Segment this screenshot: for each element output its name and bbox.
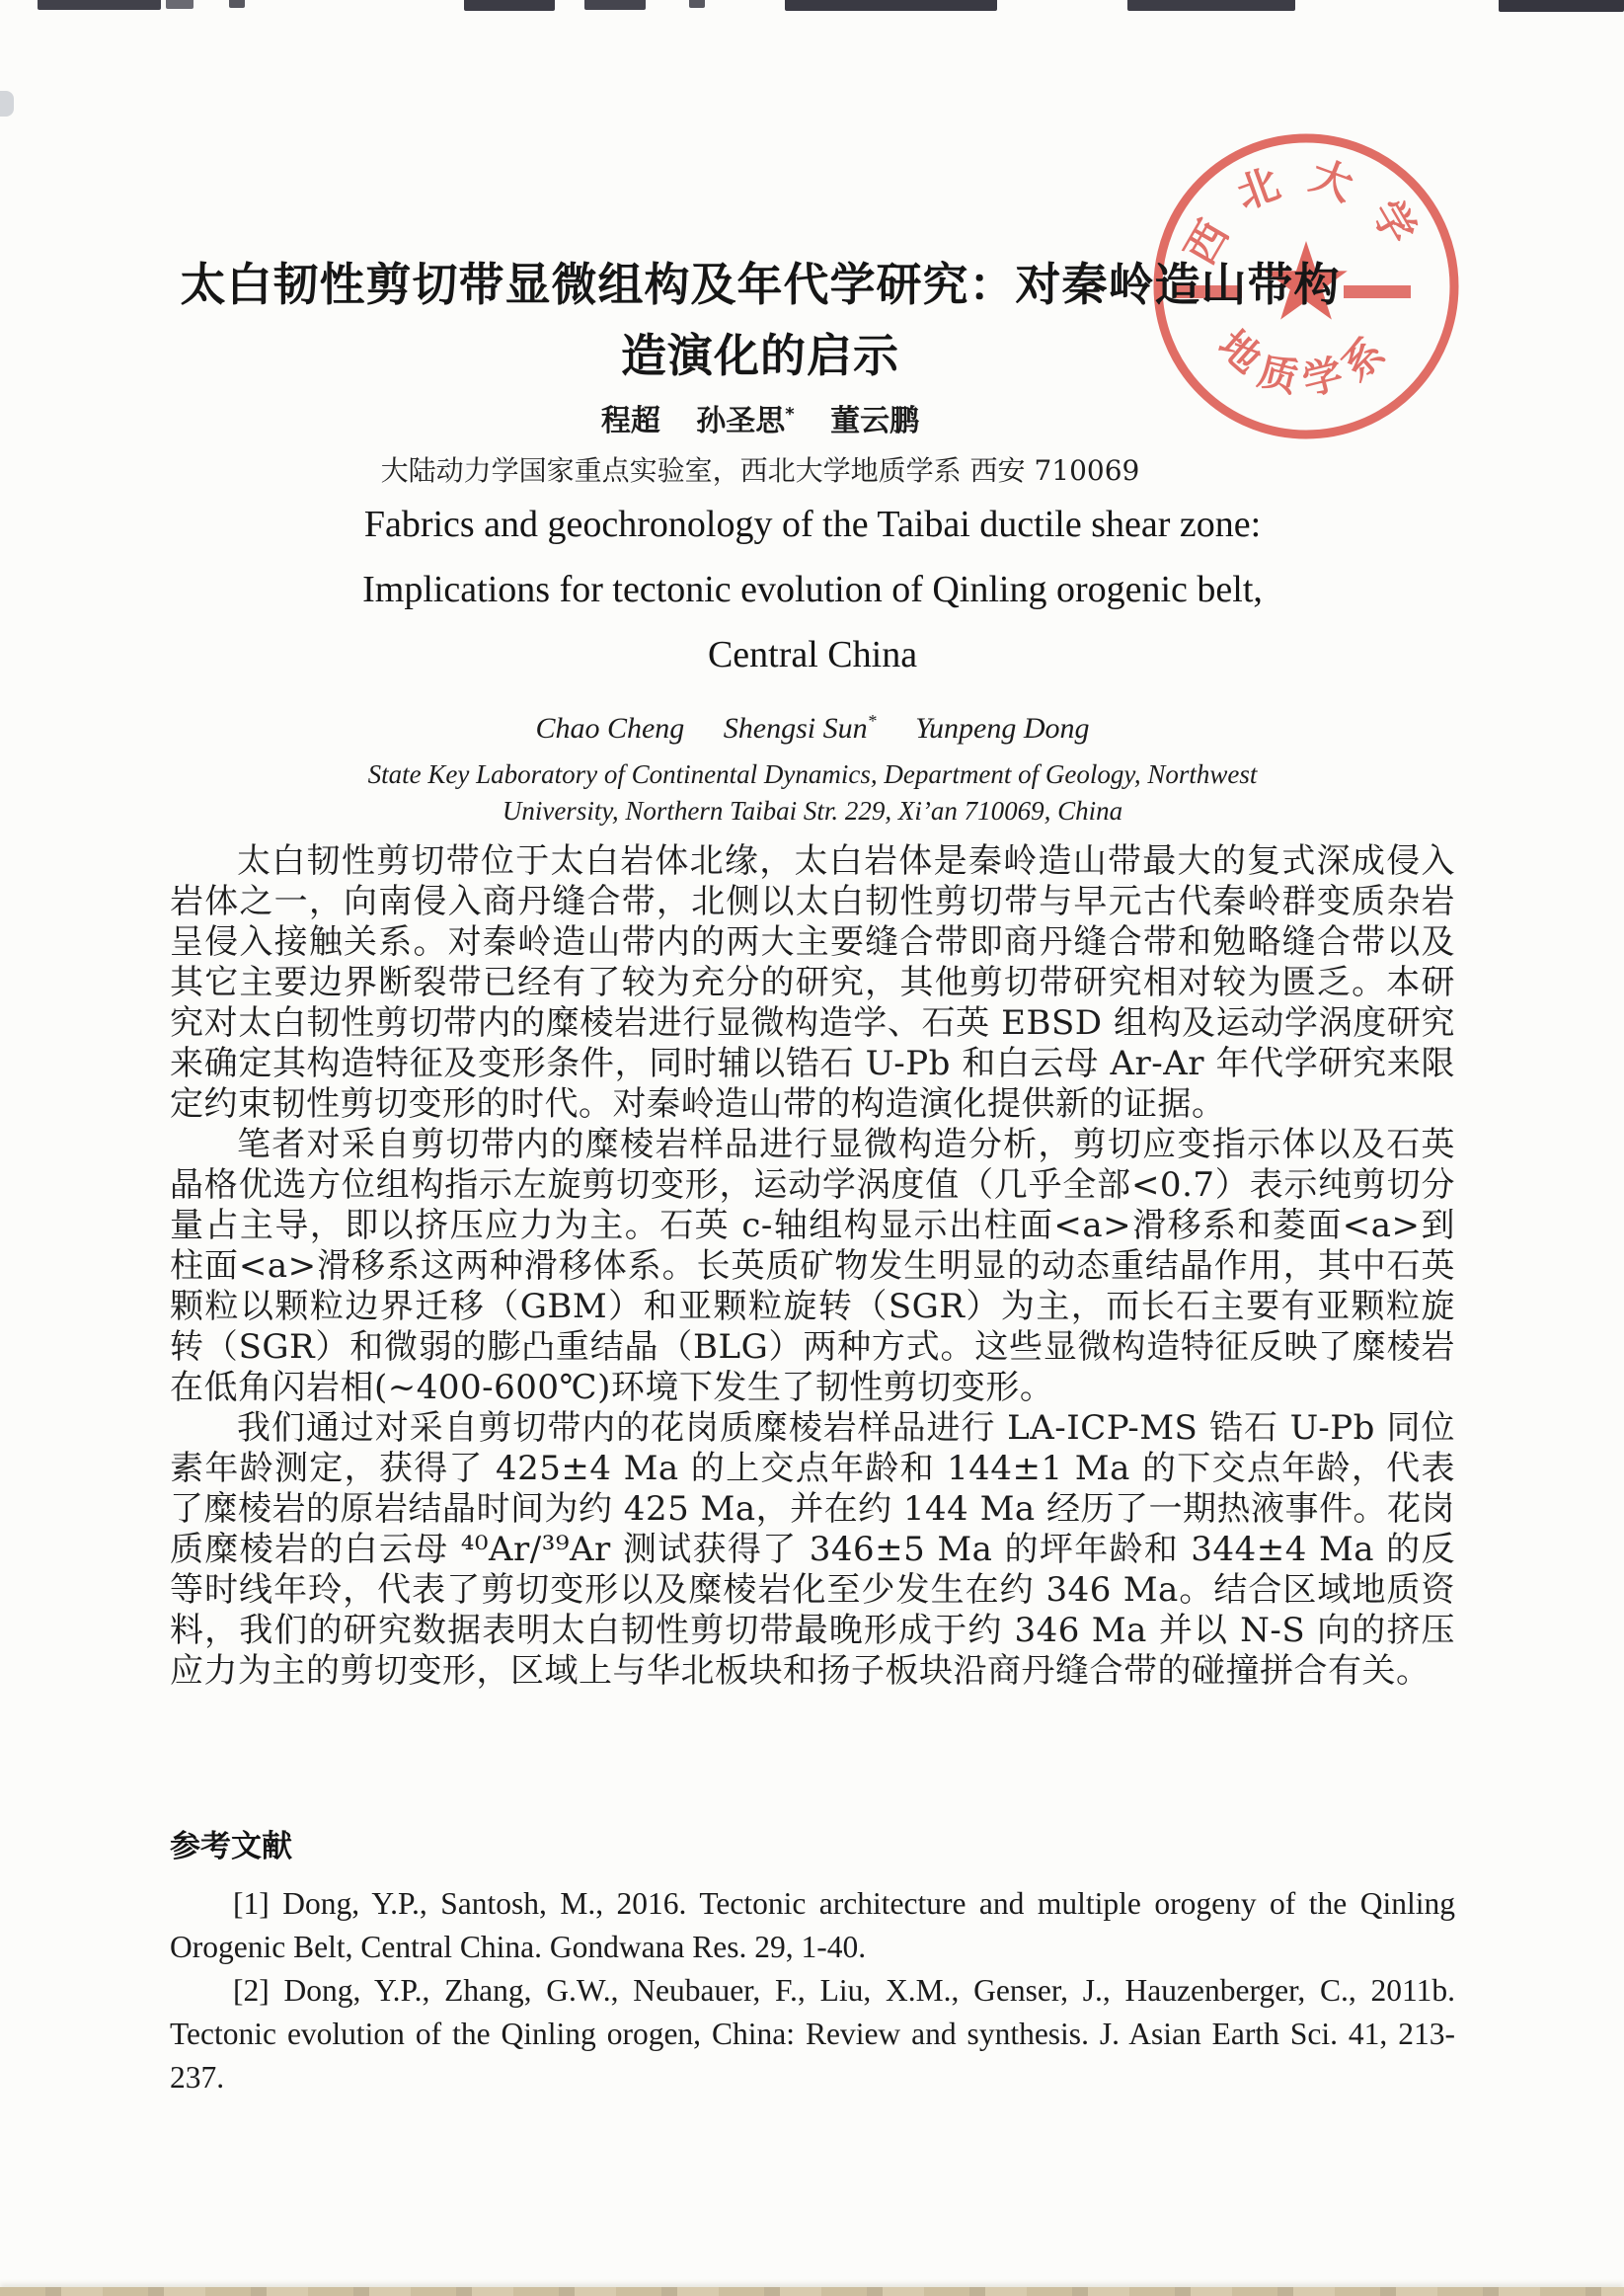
- paper-title-en: [170, 492, 1455, 687]
- scan-artifact: [689, 0, 705, 8]
- seal-department-text: 地质学系: [1209, 321, 1403, 406]
- abstract-paragraph-1: 太白韧性剪切带位于太白岩体北缘，太白岩体是秦岭造山带最大的复式深成侵入岩体之一，向南侵入商丹缝合带，北侧以太白韧性剪切带与早元古代秦岭群变质杂岩呈侵入接触关系。对秦岭造山带内的两大主要缝合带即商丹缝合带和勉略缝合带以及其它主要边界断裂带已经有了较为充分的研究，其他剪切带研究相对较为匮乏。本研究对太白韧性剪切带内的糜棱岩进行显微构造学、石英 EBSD 组构及运动学涡度研究来确定其构造特征及变形条件，同时辅以锆石 U-Pb 和白云母 Ar-Ar 年代学研究来限定约束韧性剪切变形的时代。对秦岭造山带的构造演化提供新的证据。: [170, 841, 1455, 1124]
- corresponding-author-mark: *: [785, 404, 795, 425]
- author-zh: 董云鹏: [830, 404, 920, 438]
- paper-title-zh: [168, 249, 1353, 391]
- authors-en: [170, 709, 1455, 749]
- abstract-paragraph-3: 我们通过对采自剪切带内的花岗质糜棱岩样品进行 LA-ICP-MS 锆石 U-Pb 同位素年龄测定，获得了 425±4 Ma 的上交点年龄和 144±1 Ma 的下交点年龄，代表了糜棱岩的原岩结晶时间为约 425 Ma，并在约 144 Ma 经历了一期热液事件。花岗质糜棱岩的白云母 ⁴⁰Ar/³⁹Ar 测试获得了 346±5 Ma 的坪年龄和 344±4 Ma 的反等时线年玲，代表了剪切变形以及糜棱岩化至少发生在约 346 Ma。结合区域地质资料，我们的研究数据表明太白韧性剪切带最晚形成于约 346 Ma 并以 N-S 向的挤压应力为主的剪切变形，区域上与华北板块和扬子板块沿商丹缝合带的碰撞拼合有关。: [170, 1408, 1455, 1691]
- author-en: Chao Cheng: [535, 712, 685, 745]
- author-en: Shengsi Sun*: [723, 711, 877, 745]
- english-header: [170, 492, 1455, 830]
- references-heading: 参考文献: [170, 1829, 292, 1864]
- abstract-paragraph-2: 笔者对采自剪切带内的糜棱岩样品进行显微构造分析，剪切应变指示体以及石英晶格优选方位组构指示左旋剪切变形，运动学涡度值（几乎全部<0.7）表示纯剪切分量占主导，即以挤压应力为主。石英 c-轴组构显示出柱面<a>滑移系和菱面<a>到柱面<a>滑移系这两种滑移体系。长英质矿物发生明显的动态重结晶作用，其中石英颗粒以颗粒边界迁移（GBM）和亚颗粒旋转（SGR）为主，而长石主要有亚颗粒旋转（SGR）和微弱的膨凸重结晶（BLG）两种方式。这些显微构造特征反映了糜棱岩在低角闪岩相(~400-600℃)环境下发生了韧性剪切变形。: [170, 1125, 1455, 1407]
- abstract-body: [170, 841, 1455, 1692]
- author-zh: 程超: [600, 404, 660, 438]
- author-zh: 孙圣思*: [696, 404, 795, 438]
- title-zh-line1: 太白韧性剪切带显微组构及年代学研究：对秦岭造山带构: [180, 258, 1341, 311]
- chinese-header: [168, 249, 1353, 491]
- scan-artifact: [464, 0, 555, 11]
- authors-zh: [168, 401, 1353, 442]
- scan-artifact: [38, 0, 161, 10]
- affiliation-en-line2: University, Northern Taibai Str. 229, Xi’an 710069, China: [502, 796, 1123, 826]
- scan-artifact: [1127, 0, 1295, 11]
- scan-artifact: [1499, 0, 1624, 12]
- scan-artifact: [229, 0, 245, 8]
- author-en: Yunpeng Dong: [915, 712, 1090, 745]
- title-zh-line2: 造演化的启示: [621, 329, 899, 382]
- scan-artifact: [785, 0, 997, 11]
- scan-bottom-edge-artifact: [0, 2287, 1624, 2296]
- affiliation-en: [170, 756, 1455, 830]
- scan-artifact: [584, 0, 646, 10]
- scan-top-edge-artifacts: [0, 0, 1624, 14]
- reference-item-2: [2] Dong, Y.P., Zhang, G.W., Neubauer, F., Liu, X.M., Genser, J., Hauzenberger, C., 2011b. Tectonic evolution of the Qinling orogen, China: Review and synthesis. J. Asian Earth Sci. 41, 213-237.: [170, 1973, 1455, 2095]
- seal-right-bar: [1344, 285, 1411, 298]
- scan-artifact: [166, 0, 193, 9]
- scan-artifact: [0, 91, 14, 117]
- references-section: [170, 1825, 1455, 2099]
- title-en-line1: Fabrics and geochronology of the Taibai ductile shear zone:: [363, 504, 1262, 545]
- seal-university-text: 西北大学: [1175, 150, 1437, 273]
- title-en-line3: Central China: [707, 634, 918, 675]
- affiliation-en-line1: State Key Laboratory of Continental Dynamics, Department of Geology, Northwest: [367, 759, 1258, 789]
- affiliation-zh: 大陆动力学国家重点实验室，西北大学地质学系 西安 710069: [380, 454, 1140, 487]
- corresponding-author-mark: *: [867, 711, 877, 731]
- reference-item-1: [1] Dong, Y.P., Santosh, M., 2016. Tectonic architecture and multiple orogeny of the Qinling Orogenic Belt, Central China. Gondwana Res. 29, 1-40.: [170, 1886, 1455, 1964]
- title-en-line2: Implications for tectonic evolution of Qinling orogenic belt,: [362, 569, 1263, 610]
